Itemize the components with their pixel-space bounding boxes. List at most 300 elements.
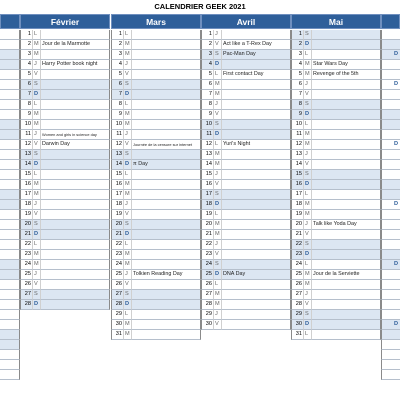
event-cell[interactable] bbox=[41, 220, 110, 230]
partial-cell-left bbox=[0, 30, 20, 40]
weekday-letter: S bbox=[304, 310, 312, 320]
partial-cell-right bbox=[381, 240, 400, 250]
event-cell[interactable] bbox=[132, 330, 201, 340]
day-number: 7 bbox=[291, 90, 304, 100]
event-cell[interactable] bbox=[312, 330, 381, 340]
event-cell[interactable] bbox=[312, 30, 381, 40]
day-row[interactable] bbox=[201, 240, 291, 250]
event-cell[interactable] bbox=[41, 80, 110, 90]
event-cell[interactable] bbox=[222, 220, 291, 230]
day-row[interactable] bbox=[201, 40, 291, 50]
partial-day-letter: D bbox=[393, 81, 398, 87]
weekday-letter: D bbox=[33, 230, 41, 240]
day-row[interactable] bbox=[111, 100, 201, 110]
event-cell[interactable] bbox=[312, 140, 381, 150]
event-cell[interactable] bbox=[132, 200, 201, 210]
day-row[interactable] bbox=[291, 230, 381, 240]
day-row[interactable] bbox=[291, 90, 381, 100]
weekday-letter: L bbox=[304, 260, 312, 270]
event-cell[interactable] bbox=[132, 100, 201, 110]
day-row[interactable] bbox=[291, 80, 381, 90]
event-cell[interactable] bbox=[41, 160, 110, 170]
event-cell[interactable]: Journée de la censure sur internet bbox=[132, 140, 201, 150]
day-row[interactable] bbox=[20, 80, 110, 90]
weekday-letter: L bbox=[304, 330, 312, 340]
event-cell[interactable] bbox=[41, 180, 110, 190]
day-row[interactable] bbox=[201, 280, 291, 290]
event-cell[interactable] bbox=[41, 280, 110, 290]
event-cell[interactable] bbox=[41, 110, 110, 120]
day-row[interactable] bbox=[111, 30, 201, 40]
event-cell[interactable] bbox=[41, 70, 110, 80]
day-number: 20 bbox=[111, 220, 124, 230]
event-cell[interactable] bbox=[132, 290, 201, 300]
day-row[interactable] bbox=[201, 50, 291, 60]
day-row[interactable] bbox=[20, 130, 110, 140]
event-cell[interactable] bbox=[132, 280, 201, 290]
event-cell[interactable] bbox=[222, 80, 291, 90]
day-row[interactable] bbox=[201, 210, 291, 220]
day-row[interactable] bbox=[20, 240, 110, 250]
day-row[interactable] bbox=[201, 110, 291, 120]
weekday-letter: J bbox=[33, 200, 41, 210]
day-row[interactable] bbox=[111, 260, 201, 270]
day-row[interactable] bbox=[291, 30, 381, 40]
event-cell[interactable] bbox=[132, 110, 201, 120]
event-cell[interactable]: Women and girls in science day bbox=[41, 130, 110, 140]
event-cell[interactable]: Yuri's Night bbox=[222, 140, 291, 150]
day-row[interactable] bbox=[201, 60, 291, 70]
event-cell[interactable] bbox=[41, 120, 110, 130]
event-cell[interactable] bbox=[132, 120, 201, 130]
day-row[interactable] bbox=[111, 240, 201, 250]
day-row[interactable] bbox=[291, 50, 381, 60]
day-number: 11 bbox=[20, 130, 33, 140]
day-number: 10 bbox=[20, 120, 33, 130]
event-cell[interactable] bbox=[222, 160, 291, 170]
event-cell[interactable] bbox=[222, 100, 291, 110]
weekday-letter: V bbox=[214, 320, 222, 330]
day-row[interactable] bbox=[201, 320, 291, 330]
event-cell[interactable] bbox=[312, 230, 381, 240]
day-row[interactable] bbox=[201, 300, 291, 310]
day-row[interactable] bbox=[20, 30, 110, 40]
event-cell[interactable] bbox=[222, 210, 291, 220]
day-row[interactable] bbox=[111, 130, 201, 140]
day-row[interactable] bbox=[291, 160, 381, 170]
day-row[interactable] bbox=[111, 180, 201, 190]
day-number: 4 bbox=[20, 60, 33, 70]
day-row[interactable] bbox=[201, 90, 291, 100]
day-row[interactable] bbox=[201, 220, 291, 230]
day-row[interactable] bbox=[20, 70, 110, 80]
day-row[interactable] bbox=[20, 210, 110, 220]
event-cell[interactable] bbox=[312, 280, 381, 290]
day-row[interactable] bbox=[20, 140, 110, 150]
partial-cell-left bbox=[0, 250, 20, 260]
day-row[interactable] bbox=[291, 180, 381, 190]
day-row[interactable] bbox=[291, 240, 381, 250]
day-row[interactable] bbox=[201, 30, 291, 40]
day-row[interactable] bbox=[291, 150, 381, 160]
event-cell[interactable] bbox=[222, 170, 291, 180]
day-row[interactable] bbox=[111, 320, 201, 330]
partial-day-letter: D bbox=[393, 261, 398, 267]
day-row[interactable] bbox=[111, 220, 201, 230]
weekday-letter: M bbox=[304, 140, 312, 150]
event-cell[interactable] bbox=[132, 170, 201, 180]
event-cell[interactable]: First contact Day bbox=[222, 70, 291, 80]
day-row[interactable] bbox=[291, 260, 381, 270]
day-number: 22 bbox=[291, 240, 304, 250]
day-row[interactable] bbox=[111, 80, 201, 90]
day-row[interactable] bbox=[111, 160, 201, 170]
event-cell[interactable] bbox=[222, 180, 291, 190]
day-row[interactable] bbox=[20, 230, 110, 240]
event-cell[interactable] bbox=[41, 200, 110, 210]
day-row[interactable] bbox=[201, 180, 291, 190]
day-row[interactable] bbox=[111, 330, 201, 340]
event-cell[interactable] bbox=[41, 250, 110, 260]
day-row[interactable] bbox=[111, 190, 201, 200]
event-cell[interactable] bbox=[222, 110, 291, 120]
day-row[interactable] bbox=[291, 40, 381, 50]
day-row[interactable] bbox=[111, 40, 201, 50]
event-cell[interactable] bbox=[132, 260, 201, 270]
day-row[interactable] bbox=[201, 270, 291, 280]
day-row[interactable] bbox=[201, 170, 291, 180]
day-row[interactable] bbox=[111, 230, 201, 240]
day-row[interactable] bbox=[291, 70, 381, 80]
day-row[interactable] bbox=[111, 300, 201, 310]
event-cell[interactable] bbox=[41, 100, 110, 110]
partial-cell-right bbox=[381, 40, 400, 50]
day-row[interactable] bbox=[201, 120, 291, 130]
weekday-letter: J bbox=[304, 290, 312, 300]
weekday-letter: J bbox=[214, 310, 222, 320]
day-row[interactable] bbox=[20, 250, 110, 260]
event-cell[interactable] bbox=[222, 60, 291, 70]
event-cell[interactable] bbox=[132, 50, 201, 60]
day-row[interactable] bbox=[201, 160, 291, 170]
weekday-letter: J bbox=[33, 60, 41, 70]
event-cell[interactable] bbox=[41, 150, 110, 160]
event-cell[interactable] bbox=[312, 100, 381, 110]
event-cell[interactable] bbox=[222, 300, 291, 310]
day-row[interactable] bbox=[291, 310, 381, 320]
day-row[interactable] bbox=[20, 170, 110, 180]
day-row[interactable] bbox=[291, 60, 381, 70]
event-cell[interactable] bbox=[222, 190, 291, 200]
event-cell[interactable] bbox=[222, 260, 291, 270]
event-cell[interactable]: Revenge of the 5th bbox=[312, 70, 381, 80]
day-number: 21 bbox=[201, 230, 214, 240]
day-row[interactable] bbox=[291, 170, 381, 180]
event-cell[interactable] bbox=[132, 310, 201, 320]
day-number: 6 bbox=[291, 80, 304, 90]
event-cell[interactable] bbox=[132, 230, 201, 240]
weekday-letter: L bbox=[33, 170, 41, 180]
event-cell[interactable] bbox=[312, 240, 381, 250]
day-row[interactable] bbox=[201, 130, 291, 140]
event-cell[interactable] bbox=[132, 70, 201, 80]
day-row[interactable] bbox=[111, 290, 201, 300]
day-row[interactable] bbox=[291, 320, 381, 330]
event-cell[interactable] bbox=[132, 90, 201, 100]
event-cell[interactable]: Harry Potter book night bbox=[41, 60, 110, 70]
day-row[interactable] bbox=[20, 190, 110, 200]
event-cell[interactable] bbox=[312, 90, 381, 100]
day-row[interactable] bbox=[201, 190, 291, 200]
event-cell[interactable]: Darwin Day bbox=[41, 140, 110, 150]
day-row[interactable] bbox=[20, 120, 110, 130]
weekday-letter: L bbox=[33, 240, 41, 250]
day-row[interactable] bbox=[201, 80, 291, 90]
day-row[interactable] bbox=[201, 260, 291, 270]
day-row[interactable] bbox=[291, 330, 381, 340]
event-cell[interactable] bbox=[132, 180, 201, 190]
day-row[interactable] bbox=[20, 220, 110, 230]
day-number: 23 bbox=[201, 250, 214, 260]
event-cell[interactable] bbox=[41, 30, 110, 40]
event-cell[interactable] bbox=[41, 270, 110, 280]
day-row[interactable] bbox=[111, 120, 201, 130]
day-number: 11 bbox=[111, 130, 124, 140]
day-row[interactable] bbox=[291, 210, 381, 220]
day-row[interactable] bbox=[20, 270, 110, 280]
event-cell[interactable] bbox=[41, 210, 110, 220]
weekday-letter: S bbox=[304, 100, 312, 110]
day-row[interactable] bbox=[111, 170, 201, 180]
event-cell[interactable]: Jour de la Marmotte bbox=[41, 40, 110, 50]
event-cell[interactable] bbox=[312, 200, 381, 210]
event-cell[interactable]: Tolkien Reading Day bbox=[132, 270, 201, 280]
day-row[interactable] bbox=[201, 290, 291, 300]
day-row[interactable] bbox=[291, 270, 381, 280]
partial-cell-left bbox=[0, 320, 20, 330]
weekday-letter: L bbox=[214, 70, 222, 80]
event-cell[interactable] bbox=[132, 150, 201, 160]
weekday-letter: J bbox=[304, 80, 312, 90]
event-cell[interactable] bbox=[132, 320, 201, 330]
event-cell[interactable] bbox=[41, 260, 110, 270]
day-row[interactable] bbox=[291, 110, 381, 120]
event-cell[interactable]: Pac-Man Day bbox=[222, 50, 291, 60]
day-row[interactable] bbox=[201, 150, 291, 160]
event-cell[interactable] bbox=[222, 290, 291, 300]
event-cell[interactable] bbox=[222, 130, 291, 140]
day-row[interactable] bbox=[201, 140, 291, 150]
day-number: 29 bbox=[111, 310, 124, 320]
day-row[interactable] bbox=[111, 310, 201, 320]
day-row[interactable] bbox=[291, 140, 381, 150]
partial-cell-right bbox=[381, 310, 400, 320]
event-cell[interactable] bbox=[132, 190, 201, 200]
day-row[interactable] bbox=[291, 100, 381, 110]
weekday-letter: D bbox=[304, 40, 312, 50]
event-cell[interactable] bbox=[312, 160, 381, 170]
partial-cell-right bbox=[381, 220, 400, 230]
calendar-title: CALENDRIER GEEK 2021 bbox=[154, 2, 246, 11]
partial-cell-right bbox=[381, 200, 400, 210]
weekday-letter: M bbox=[124, 260, 132, 270]
partial-cell-left bbox=[0, 300, 20, 310]
event-cell[interactable] bbox=[41, 50, 110, 60]
event-cell[interactable] bbox=[41, 230, 110, 240]
event-cell[interactable] bbox=[312, 170, 381, 180]
day-row[interactable] bbox=[20, 150, 110, 160]
day-row[interactable] bbox=[20, 100, 110, 110]
partial-cell-left bbox=[0, 360, 20, 370]
partial-cell-left bbox=[0, 340, 20, 350]
event-cell[interactable] bbox=[132, 220, 201, 230]
weekday-letter: V bbox=[124, 70, 132, 80]
day-row[interactable] bbox=[201, 200, 291, 210]
event-cell[interactable] bbox=[132, 210, 201, 220]
weekday-letter: M bbox=[304, 210, 312, 220]
day-row[interactable] bbox=[111, 270, 201, 280]
event-cell[interactable] bbox=[132, 30, 201, 40]
day-row[interactable] bbox=[20, 290, 110, 300]
day-row[interactable] bbox=[201, 70, 291, 80]
partial-cell-left bbox=[0, 110, 20, 120]
day-row[interactable] bbox=[20, 40, 110, 50]
event-cell[interactable] bbox=[222, 250, 291, 260]
event-cell[interactable] bbox=[312, 260, 381, 270]
day-row[interactable] bbox=[111, 50, 201, 60]
day-row[interactable] bbox=[20, 200, 110, 210]
day-number: 21 bbox=[291, 230, 304, 240]
weekday-letter: V bbox=[304, 230, 312, 240]
day-row[interactable] bbox=[20, 260, 110, 270]
event-cell[interactable]: Act like a T-Rex Day bbox=[222, 40, 291, 50]
day-row[interactable] bbox=[20, 300, 110, 310]
event-cell[interactable] bbox=[312, 310, 381, 320]
event-cell[interactable]: Jour de la Serviette bbox=[312, 270, 381, 280]
day-row[interactable] bbox=[291, 300, 381, 310]
event-cell[interactable] bbox=[312, 250, 381, 260]
event-cell[interactable] bbox=[312, 80, 381, 90]
day-row[interactable] bbox=[111, 90, 201, 100]
day-row[interactable] bbox=[111, 280, 201, 290]
day-number: 15 bbox=[201, 170, 214, 180]
day-number: 23 bbox=[291, 250, 304, 260]
event-cell[interactable] bbox=[41, 240, 110, 250]
day-row[interactable] bbox=[291, 200, 381, 210]
day-row[interactable] bbox=[291, 250, 381, 260]
day-row[interactable] bbox=[291, 280, 381, 290]
day-row[interactable] bbox=[20, 90, 110, 100]
weekday-letter: S bbox=[33, 80, 41, 90]
event-cell[interactable] bbox=[312, 290, 381, 300]
day-row[interactable] bbox=[20, 110, 110, 120]
day-number: 10 bbox=[111, 120, 124, 130]
event-cell[interactable] bbox=[222, 120, 291, 130]
event-cell[interactable] bbox=[312, 190, 381, 200]
day-row[interactable] bbox=[20, 160, 110, 170]
day-row[interactable] bbox=[20, 280, 110, 290]
day-row[interactable] bbox=[201, 250, 291, 260]
day-row[interactable] bbox=[111, 70, 201, 80]
event-cell[interactable] bbox=[222, 230, 291, 240]
event-cell[interactable]: π Day bbox=[132, 160, 201, 170]
event-cell[interactable] bbox=[312, 120, 381, 130]
event-cell[interactable]: Talk like Yoda Day bbox=[312, 220, 381, 230]
weekday-letter: V bbox=[33, 210, 41, 220]
day-row[interactable] bbox=[111, 200, 201, 210]
event-cell[interactable] bbox=[132, 60, 201, 70]
day-row[interactable] bbox=[111, 60, 201, 70]
event-cell[interactable] bbox=[222, 280, 291, 290]
partial-cell-left bbox=[0, 350, 20, 360]
event-cell[interactable] bbox=[132, 300, 201, 310]
event-cell[interactable] bbox=[222, 240, 291, 250]
event-cell[interactable] bbox=[312, 50, 381, 60]
day-row[interactable] bbox=[111, 110, 201, 120]
event-cell[interactable] bbox=[312, 320, 381, 330]
event-cell[interactable] bbox=[222, 150, 291, 160]
event-cell[interactable] bbox=[222, 310, 291, 320]
day-row[interactable] bbox=[291, 190, 381, 200]
event-cell[interactable]: Star Wars Day bbox=[312, 60, 381, 70]
day-row[interactable] bbox=[291, 220, 381, 230]
event-cell[interactable] bbox=[312, 300, 381, 310]
day-row[interactable] bbox=[111, 250, 201, 260]
event-cell[interactable] bbox=[132, 240, 201, 250]
day-row[interactable] bbox=[201, 310, 291, 320]
day-row[interactable] bbox=[20, 50, 110, 60]
day-number: 27 bbox=[20, 290, 33, 300]
partial-cell-left bbox=[0, 70, 20, 80]
day-row[interactable] bbox=[20, 180, 110, 190]
event-cell[interactable] bbox=[132, 130, 201, 140]
day-row[interactable] bbox=[291, 130, 381, 140]
day-row[interactable] bbox=[291, 290, 381, 300]
event-cell[interactable] bbox=[41, 190, 110, 200]
event-cell[interactable] bbox=[312, 110, 381, 120]
event-cell[interactable] bbox=[132, 80, 201, 90]
day-row[interactable] bbox=[201, 100, 291, 110]
event-cell[interactable] bbox=[222, 30, 291, 40]
day-row[interactable] bbox=[291, 120, 381, 130]
event-cell[interactable] bbox=[312, 130, 381, 140]
weekday-letter: J bbox=[214, 240, 222, 250]
day-number: 3 bbox=[20, 50, 33, 60]
event-cell[interactable]: DNA Day bbox=[222, 270, 291, 280]
day-row[interactable] bbox=[111, 150, 201, 160]
event-cell[interactable] bbox=[132, 250, 201, 260]
day-row[interactable] bbox=[20, 60, 110, 70]
event-cell[interactable] bbox=[41, 170, 110, 180]
weekday-letter: S bbox=[124, 220, 132, 230]
event-cell[interactable] bbox=[312, 180, 381, 190]
event-cell[interactable] bbox=[312, 210, 381, 220]
event-cell[interactable] bbox=[41, 300, 110, 310]
event-cell[interactable] bbox=[41, 290, 110, 300]
weekday-letter: D bbox=[124, 160, 132, 170]
event-cell[interactable] bbox=[132, 40, 201, 50]
event-cell[interactable] bbox=[222, 90, 291, 100]
event-cell[interactable] bbox=[222, 320, 291, 330]
event-cell[interactable] bbox=[312, 40, 381, 50]
day-row[interactable] bbox=[111, 210, 201, 220]
event-cell[interactable] bbox=[41, 90, 110, 100]
event-cell[interactable] bbox=[312, 150, 381, 160]
event-cell[interactable] bbox=[222, 200, 291, 210]
day-row[interactable] bbox=[111, 140, 201, 150]
day-row[interactable] bbox=[201, 230, 291, 240]
weekday-letter: D bbox=[33, 300, 41, 310]
